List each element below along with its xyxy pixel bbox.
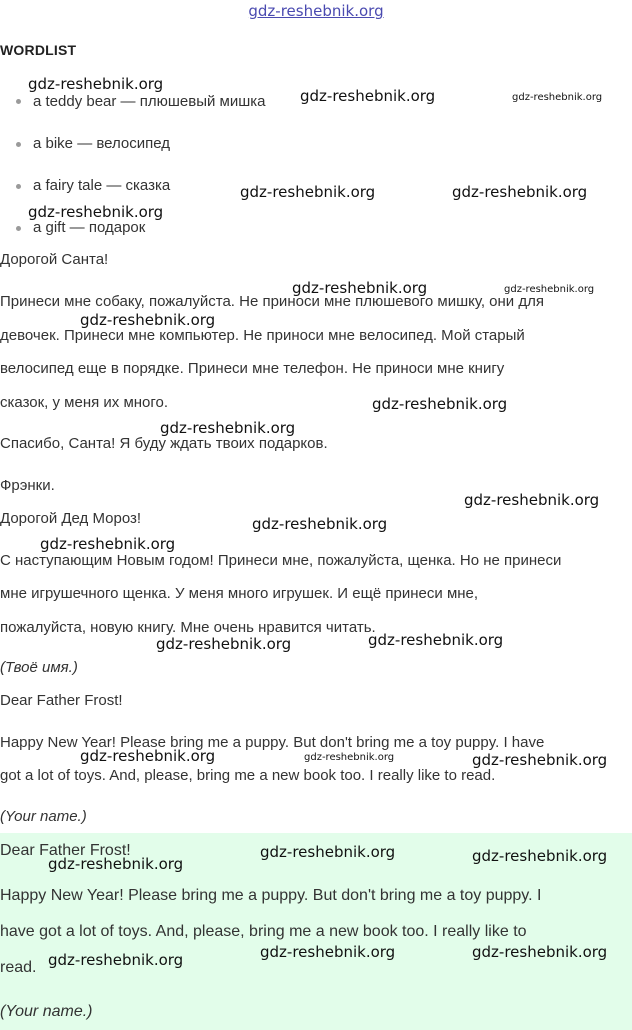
letter-greeting: Dear Father Frost! xyxy=(0,842,131,859)
watermark: gdz-reshebnik.org xyxy=(240,183,376,201)
letter-signature: (Your name.) xyxy=(0,1003,93,1020)
letter-signature: (Твоё имя.) xyxy=(0,659,78,676)
wordlist-title: WORDLIST xyxy=(0,42,77,58)
bullet-icon xyxy=(16,142,21,147)
watermark: gdz-reshebnik.org xyxy=(40,535,176,553)
letter-line: девочек. Принеси мне компьютер. Не приноси мне велосипед. Мой старый xyxy=(0,327,525,344)
watermark: gdz-reshebnik.org xyxy=(80,747,216,765)
watermark: gdz-reshebnik.org xyxy=(28,75,164,93)
letter-greeting: Dear Father Frost! xyxy=(0,692,123,709)
wordlist-item: a gift — подарок xyxy=(33,219,146,236)
letter-line: have got a lot of toys. And, please, bring me a new book too. I really like to xyxy=(0,923,527,940)
letter-signature: Фрэнки. xyxy=(0,477,55,494)
watermark: gdz-reshebnik.org xyxy=(452,183,588,201)
watermark: gdz-reshebnik.org xyxy=(252,515,388,533)
watermark: gdz-reshebnik.org xyxy=(260,943,396,961)
watermark: gdz-reshebnik.org xyxy=(48,855,184,873)
letter-thanks: Спасибо, Санта! Я буду ждать твоих подарков. xyxy=(0,435,328,452)
watermark: gdz-reshebnik.org xyxy=(80,311,216,329)
watermark: gdz-reshebnik.org xyxy=(464,491,600,509)
letter-greeting: Дорогой Санта! xyxy=(0,251,109,268)
letter-line: Happy New Year! Please bring me a puppy. But don't bring me a toy puppy. I have xyxy=(0,734,545,751)
letter-line: Happy New Year! Please bring me a puppy. But don't bring me a toy puppy. I xyxy=(0,887,542,904)
watermark: gdz-reshebnik.org xyxy=(512,92,603,103)
watermark: gdz-reshebnik.org xyxy=(156,635,292,653)
watermark: gdz-reshebnik.org xyxy=(372,395,508,413)
bullet-icon xyxy=(16,226,21,231)
watermark: gdz-reshebnik.org xyxy=(472,751,608,769)
bullet-icon xyxy=(16,184,21,189)
watermark: gdz-reshebnik.org xyxy=(292,279,428,297)
watermark: gdz-reshebnik.org xyxy=(260,843,396,861)
bullet-icon xyxy=(16,99,21,104)
wordlist-item: a bike — велосипед xyxy=(33,135,171,152)
watermark: gdz-reshebnik.org xyxy=(368,631,504,649)
wordlist-item: a teddy bear — плюшевый мишка xyxy=(33,93,266,110)
watermark: gdz-reshebnik.org xyxy=(304,752,395,763)
letter-greeting: Дорогой Дед Мороз! xyxy=(0,510,142,527)
watermark: gdz-reshebnik.org xyxy=(300,87,436,105)
letter-line: С наступающим Новым годом! Принеси мне, пожалуйста, щенка. Но не принеси xyxy=(0,552,562,569)
watermark: gdz-reshebnik.org xyxy=(472,943,608,961)
letter-line: мне игрушечного щенка. У меня много игрушек. И ещё принеси мне, xyxy=(0,585,479,602)
letter-line: got a lot of toys. And, please, bring me a new book too. I really like to read. xyxy=(0,767,496,784)
watermark: gdz-reshebnik.org xyxy=(472,847,608,865)
letter-line: сказок, у меня их много. xyxy=(0,394,169,411)
site-link[interactable]: gdz-reshebnik.org xyxy=(248,2,384,20)
letter-signature: (Your name.) xyxy=(0,808,87,825)
watermark: gdz-reshebnik.org xyxy=(160,419,296,437)
wordlist-item: a fairy tale — сказка xyxy=(33,177,171,194)
watermark: gdz-reshebnik.org xyxy=(504,284,595,295)
letter-line: read. xyxy=(0,959,37,976)
letter-line: Принеси мне собаку, пожалуйста. Не приноси мне плюшевого мишку, они для xyxy=(0,293,544,310)
letter-line: пожалуйста, новую книгу. Мне очень нравится читать. xyxy=(0,619,376,636)
watermark: gdz-reshebnik.org xyxy=(28,203,164,221)
watermark: gdz-reshebnik.org xyxy=(48,951,184,969)
letter-line: велосипед еще в порядке. Принеси мне телефон. Не приноси мне книгу xyxy=(0,360,505,377)
